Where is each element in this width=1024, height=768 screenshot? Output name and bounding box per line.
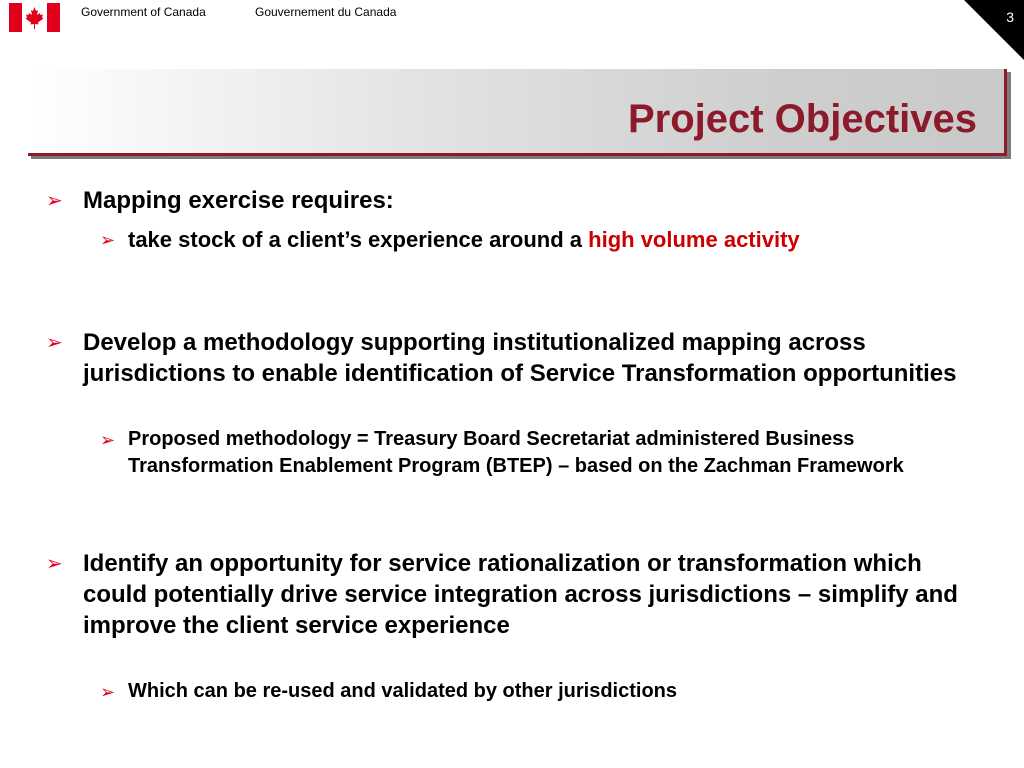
canada-flag-icon xyxy=(9,3,60,32)
bullet-text xyxy=(128,224,908,255)
title-bar-shadow-bottom xyxy=(31,156,1011,159)
bullet-text-part: take stock of a client’s experience around a xyxy=(128,227,589,252)
bullet-identify-opportunity xyxy=(46,548,983,641)
arrow-bullet-icon: ➢ xyxy=(100,430,116,450)
title-bar-border-bottom xyxy=(28,153,1007,156)
government-of-canada-label: Government of Canada xyxy=(81,5,206,19)
bullet-mapping-exercise xyxy=(46,185,1013,216)
sub-bullet-reused-validated xyxy=(100,678,998,705)
arrow-bullet-icon: ➢ xyxy=(46,190,63,212)
sub-bullet-proposed-methodology xyxy=(100,426,998,480)
page-number: 3 xyxy=(1006,9,1014,25)
slide-title: Project Objectives xyxy=(627,97,977,141)
bullet-text: Which can be re-used and validated by other jurisdictions xyxy=(128,680,677,702)
title-bar-shadow-right xyxy=(1007,72,1011,156)
arrow-bullet-icon: ➢ xyxy=(46,332,63,354)
bullet-develop-methodology xyxy=(46,327,963,389)
highlight-text: high volume activity xyxy=(588,227,800,252)
bullet-text: Identify an opportunity for service rationalization or transformation which could potentially drive service integration across jurisdictions – simplify and improve the client service experience xyxy=(83,550,958,639)
arrow-bullet-icon: ➢ xyxy=(100,230,116,250)
bullet-text: Mapping exercise requires: xyxy=(83,187,394,214)
arrow-bullet-icon: ➢ xyxy=(46,553,63,575)
title-bar-border-right xyxy=(1004,69,1007,155)
bullet-text: Develop a methodology supporting institutionalized mapping across jurisdictions to enable identification of Service Transformation opportunities xyxy=(83,329,957,387)
bullet-text: Proposed methodology = Treasury Board Secretariat administered Business Transformation Enablement Program (BTEP) – based on the Zachman Framework xyxy=(128,428,904,477)
sub-bullet-take-stock xyxy=(100,224,908,255)
arrow-bullet-icon: ➢ xyxy=(100,682,116,702)
page-corner xyxy=(964,0,1024,60)
gouvernement-du-canada-label: Gouvernement du Canada xyxy=(255,5,397,19)
